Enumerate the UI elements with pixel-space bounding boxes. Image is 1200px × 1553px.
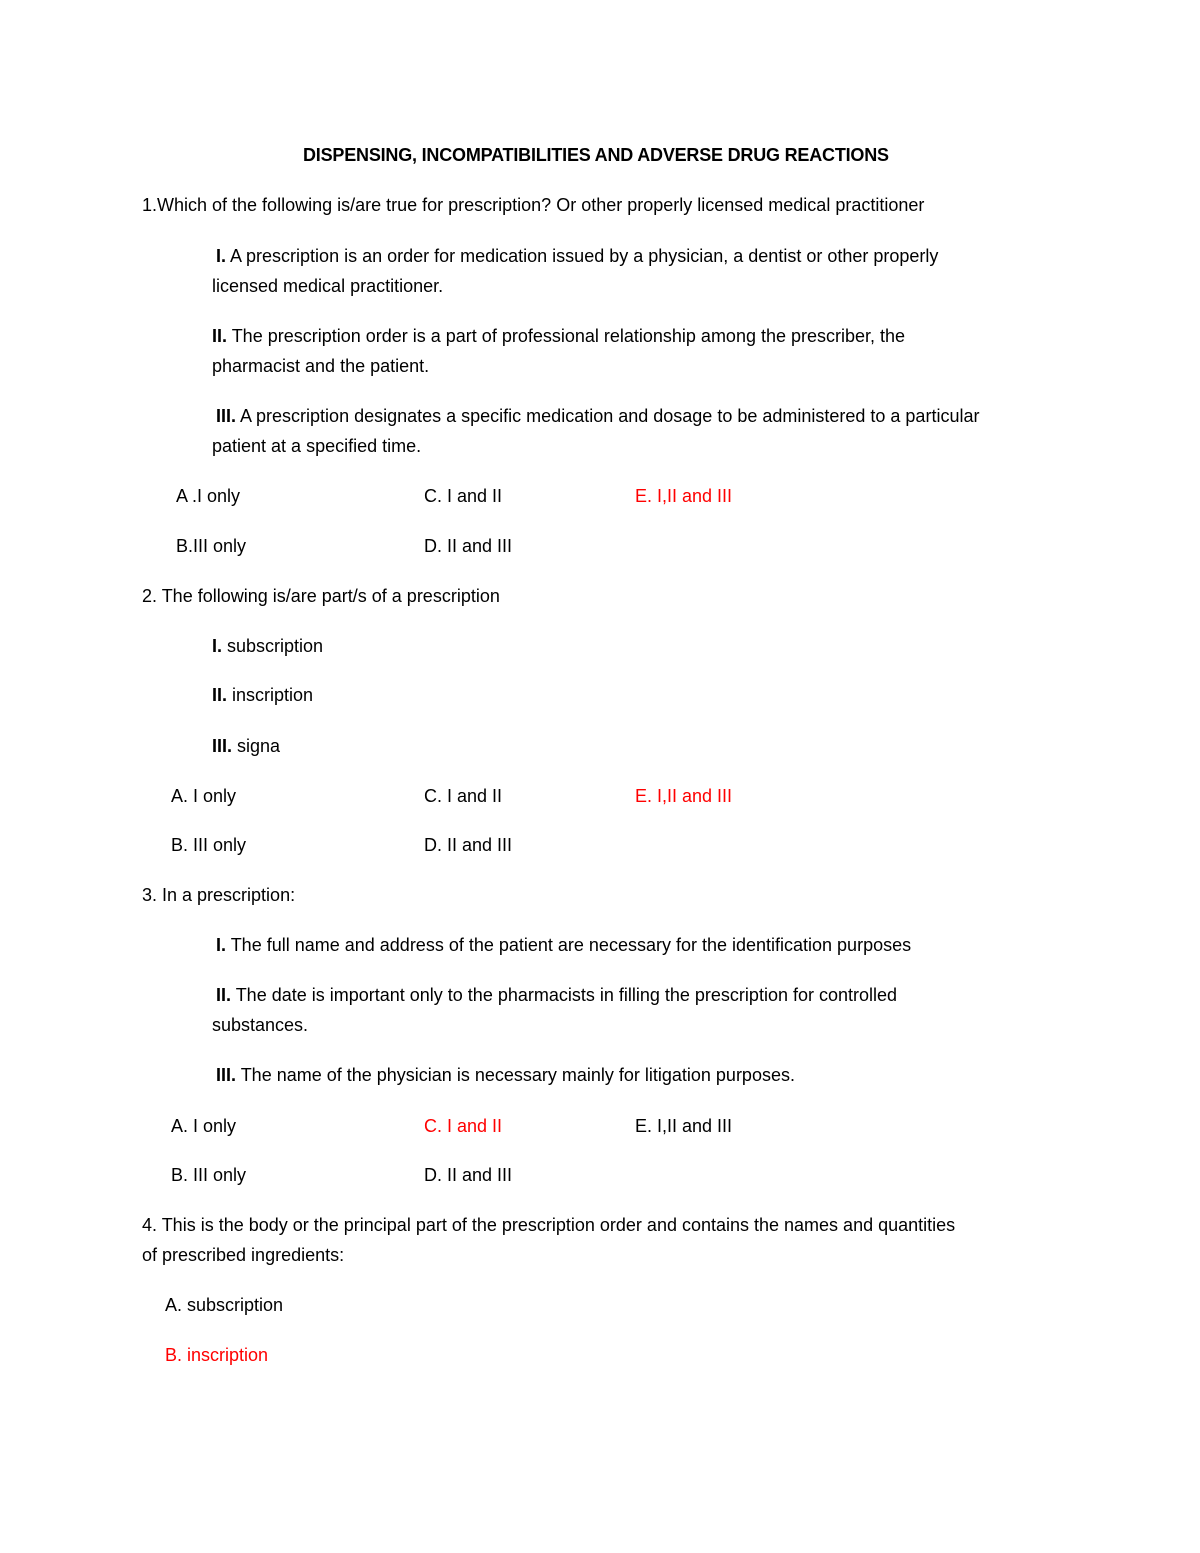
question-4-stem-cont: of prescribed ingredients: xyxy=(142,1245,345,1265)
statement-text: A prescription is an order for medication issued by a physician, a dentist or other properly xyxy=(226,246,939,266)
q1-statement-3-cont: patient at a specified time. xyxy=(212,436,422,456)
q1-choice-b: B.III only xyxy=(176,536,247,556)
q3-choice-a: A. I only xyxy=(171,1116,237,1136)
q2-choice-b: B. III only xyxy=(171,835,247,855)
q3-statement-2: II. The date is important only to the pharmacists in filling the prescription for controlled xyxy=(216,985,898,1005)
q1-statement-1-cont: licensed medical practitioner. xyxy=(212,276,444,296)
q1-choice-c: C. I and II xyxy=(424,486,503,506)
q2-choice-c: C. I and II xyxy=(424,786,503,806)
q3-statement-3: III. The name of the physician is necessary mainly for litigation purposes. xyxy=(216,1065,795,1085)
q1-statement-2-cont: pharmacist and the patient. xyxy=(212,356,430,376)
question-3-stem: 3. In a prescription: xyxy=(142,885,296,905)
question-2-stem: 2. The following is/are part/s of a prescription xyxy=(142,586,500,606)
q3-choice-d: D. II and III xyxy=(424,1165,513,1185)
q1-choice-e-correct: E. I,II and III xyxy=(635,486,733,506)
q4-choice-a: A. subscription xyxy=(165,1295,284,1315)
q3-statement-1: I. The full name and address of the patient are necessary for the identification purposes xyxy=(216,935,912,955)
q2-statement-3: III. signa xyxy=(212,736,281,756)
q3-choice-e: E. I,II and III xyxy=(635,1116,733,1136)
statement-number: II. xyxy=(212,326,228,346)
statement-number: III. xyxy=(216,406,237,426)
q2-choice-e-correct: E. I,II and III xyxy=(635,786,733,806)
q2-statement-2: II. inscription xyxy=(212,685,314,705)
q3-statement-2-cont: substances. xyxy=(212,1015,309,1035)
question-1-stem: 1.Which of the following is/are true for prescription? Or other properly licensed medical practitioner xyxy=(142,195,925,215)
q1-statement-1 xyxy=(216,245,938,267)
q1-statement-2 xyxy=(212,325,905,347)
q1-statement-3 xyxy=(216,405,979,427)
q1-choice-a: A .I only xyxy=(176,486,241,506)
q2-choice-d: D. II and III xyxy=(424,835,513,855)
document-title: DISPENSING, INCOMPATIBILITIES AND ADVERSE DRUG REACTIONS xyxy=(303,145,889,165)
question-4-stem: 4. This is the body or the principal part of the prescription order and contains the names and quantities xyxy=(142,1215,956,1235)
q3-choice-b: B. III only xyxy=(171,1165,247,1185)
q1-choice-d: D. II and III xyxy=(424,536,513,556)
statement-text: The prescription order is a part of professional relationship among the prescriber, the xyxy=(227,326,906,346)
q2-statement-1: I. subscription xyxy=(212,636,324,656)
statement-number: I. xyxy=(216,246,227,266)
q2-choice-a: A. I only xyxy=(171,786,237,806)
q3-choice-c-correct: C. I and II xyxy=(424,1116,503,1136)
statement-text: A prescription designates a specific medication and dosage to be administered to a particular xyxy=(236,406,980,426)
q4-choice-b-correct: B. inscription xyxy=(165,1345,269,1365)
